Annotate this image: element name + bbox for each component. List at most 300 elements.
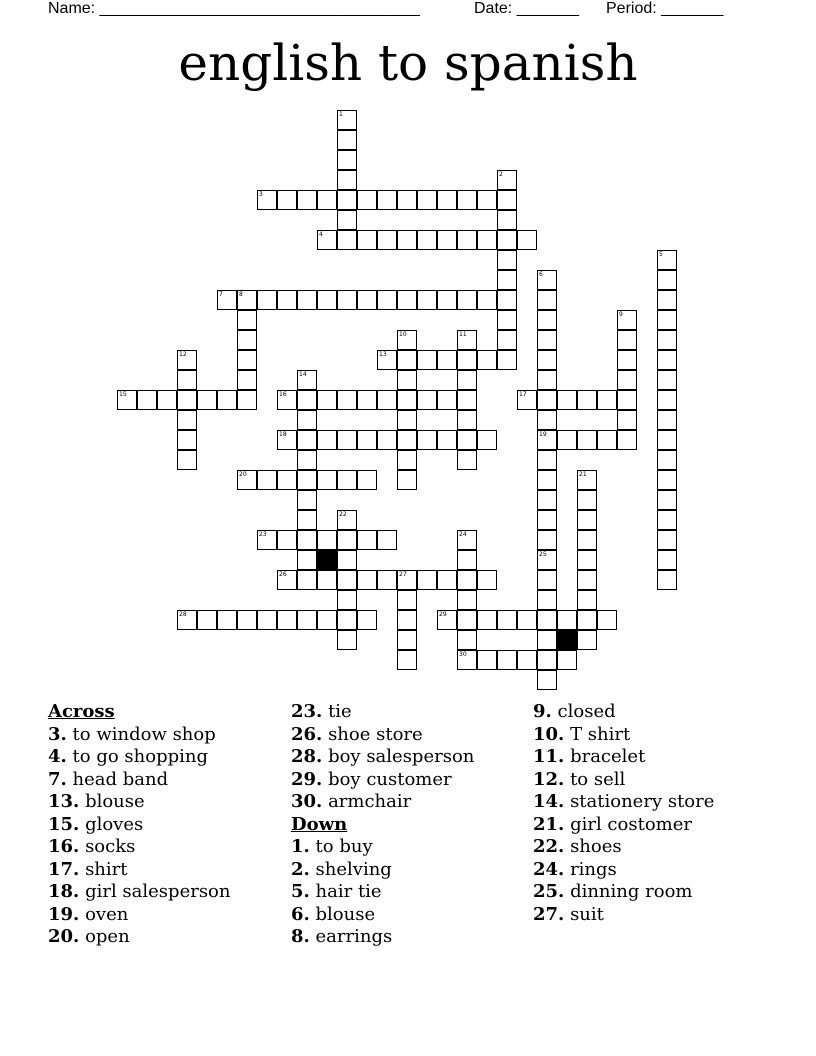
crossword-cell[interactable] — [397, 430, 417, 450]
across-clue — [48, 904, 231, 927]
crossword-cell[interactable] — [177, 410, 197, 430]
crossword-cell[interactable] — [457, 190, 477, 210]
clue-text: girl salesperson — [85, 881, 231, 902]
crossword-cell[interactable] — [577, 430, 597, 450]
crossword-cell[interactable] — [517, 650, 537, 670]
crossword-cell[interactable] — [437, 570, 457, 590]
crossword-cell[interactable] — [457, 290, 477, 310]
clue-number: 1 — [339, 111, 343, 118]
crossword-cell[interactable] — [397, 590, 417, 610]
clue-number: 7 — [219, 291, 223, 298]
clue-number: 21 — [579, 471, 587, 478]
clue-number-label: 30. — [291, 791, 323, 812]
crossword-cell[interactable] — [457, 570, 477, 590]
crossword-cell[interactable] — [537, 490, 557, 510]
clue-column-2 — [291, 701, 474, 949]
clue-text: open — [85, 926, 130, 947]
crossword-cell[interactable] — [477, 570, 497, 590]
down-clue — [533, 701, 714, 724]
crossword-cell[interactable] — [337, 290, 357, 310]
clue-number-label: 27. — [533, 903, 565, 925]
crossword-cell[interactable] — [337, 210, 357, 230]
crossword-cell[interactable] — [597, 610, 617, 630]
crossword-cell[interactable] — [317, 470, 337, 490]
crossword-cell[interactable] — [217, 610, 237, 630]
crossword-cell[interactable] — [417, 230, 437, 250]
crossword-cell[interactable] — [657, 350, 677, 370]
crossword-cell[interactable] — [397, 410, 417, 430]
crossword-cell[interactable] — [457, 550, 477, 570]
across-clue — [48, 926, 231, 949]
crossword-cell[interactable] — [317, 190, 337, 210]
crossword-cell[interactable] — [457, 230, 477, 250]
across-clue — [48, 791, 231, 814]
crossword-cell[interactable] — [657, 430, 677, 450]
crossword-cell[interactable] — [377, 290, 397, 310]
crossword-cell[interactable] — [537, 470, 557, 490]
crossword-black-cell — [557, 630, 577, 650]
down-clue — [533, 724, 714, 747]
clue-number: 12 — [179, 351, 187, 358]
clue-text: shoes — [570, 836, 622, 857]
crossword-cell[interactable] — [417, 190, 437, 210]
crossword-cell[interactable] — [437, 390, 457, 410]
period-field[interactable]: Period: _______ — [606, 0, 724, 17]
crossword-cell[interactable] — [657, 550, 677, 570]
clue-text: rings — [570, 858, 617, 880]
clue-number-label: 7. — [48, 768, 67, 790]
crossword-cell[interactable] — [357, 470, 377, 490]
crossword-cell[interactable] — [477, 610, 497, 630]
crossword-cell[interactable] — [257, 470, 277, 490]
crossword-cell[interactable] — [317, 530, 337, 550]
crossword-cell[interactable] — [337, 530, 357, 550]
clue-text: hair tie — [315, 881, 382, 902]
crossword-cell[interactable] — [477, 190, 497, 210]
crossword-cell[interactable] — [617, 330, 637, 350]
crossword-cell[interactable] — [437, 190, 457, 210]
clue-text: to buy — [315, 836, 373, 857]
crossword-cell[interactable] — [457, 370, 477, 390]
crossword-cell[interactable] — [437, 430, 457, 450]
crossword-cell[interactable] — [337, 390, 357, 410]
crossword-cell[interactable] — [337, 550, 357, 570]
crossword-cell[interactable] — [537, 590, 557, 610]
crossword-cell[interactable] — [237, 370, 257, 390]
crossword-cell[interactable] — [337, 590, 357, 610]
crossword-cell[interactable] — [317, 610, 337, 630]
down-clue — [291, 904, 474, 927]
clue-number-label: 14. — [533, 791, 565, 812]
crossword-cell[interactable] — [337, 130, 357, 150]
crossword-cell[interactable] — [357, 230, 377, 250]
clue-number: 23 — [259, 531, 267, 538]
crossword-cell[interactable] — [357, 610, 377, 630]
clue-text: shoe store — [328, 723, 423, 745]
across-clue — [48, 724, 231, 747]
clue-number: 15 — [119, 391, 127, 398]
crossword-cell[interactable] — [537, 350, 557, 370]
across-clue — [48, 769, 231, 792]
crossword-cell[interactable] — [577, 510, 597, 530]
crossword-cell[interactable] — [477, 290, 497, 310]
crossword-cell[interactable] — [237, 390, 257, 410]
crossword-cell[interactable] — [457, 410, 477, 430]
clue-number-label: 4. — [48, 746, 67, 767]
crossword-cell[interactable] — [177, 450, 197, 470]
crossword-cell[interactable] — [417, 430, 437, 450]
crossword-cell[interactable] — [657, 270, 677, 290]
crossword-cell[interactable] — [217, 390, 237, 410]
crossword-cell[interactable] — [597, 390, 617, 410]
clue-text: blouse — [315, 903, 376, 925]
crossword-cell[interactable] — [177, 390, 197, 410]
clue-number: 18 — [279, 431, 287, 438]
across-clue — [291, 701, 474, 724]
crossword-cell[interactable] — [257, 610, 277, 630]
crossword-cell[interactable] — [497, 190, 517, 210]
crossword-cell[interactable] — [577, 630, 597, 650]
crossword-cell[interactable] — [297, 490, 317, 510]
crossword-cell[interactable] — [377, 390, 397, 410]
crossword-cell[interactable] — [537, 570, 557, 590]
crossword-cell[interactable] — [397, 390, 417, 410]
clue-text: gloves — [85, 813, 144, 835]
crossword-cell[interactable] — [337, 610, 357, 630]
clue-column-1 — [48, 701, 231, 949]
crossword-cell[interactable] — [537, 390, 557, 410]
crossword-cell[interactable] — [177, 370, 197, 390]
crossword-cell[interactable] — [317, 290, 337, 310]
crossword-cell[interactable] — [317, 570, 337, 590]
page-title: english to spanish — [178, 34, 638, 92]
crossword-cell[interactable] — [397, 470, 417, 490]
crossword-cell[interactable] — [537, 290, 557, 310]
crossword-cell[interactable] — [377, 430, 397, 450]
crossword-cell[interactable] — [297, 390, 317, 410]
crossword-cell[interactable] — [577, 590, 597, 610]
clue-number: 24 — [459, 531, 467, 538]
clue-number-label: 2. — [291, 858, 310, 880]
crossword-cell[interactable] — [457, 350, 477, 370]
crossword-cell[interactable] — [477, 350, 497, 370]
crossword-cell[interactable] — [297, 190, 317, 210]
crossword-cell[interactable] — [157, 390, 177, 410]
clue-text: head band — [72, 768, 169, 790]
crossword-cell[interactable] — [657, 450, 677, 470]
crossword-cell[interactable] — [477, 650, 497, 670]
crossword-cell[interactable] — [377, 230, 397, 250]
clue-number: 19 — [539, 431, 547, 438]
crossword-cell[interactable] — [657, 390, 677, 410]
clue-number-label: 28. — [291, 746, 323, 767]
clue-column-3 — [533, 701, 714, 926]
crossword-cell[interactable] — [237, 330, 257, 350]
crossword-cell[interactable] — [397, 290, 417, 310]
crossword-cell[interactable] — [557, 650, 577, 670]
crossword-cell[interactable] — [337, 190, 357, 210]
crossword-cell[interactable] — [397, 610, 417, 630]
across-clue — [291, 791, 474, 814]
crossword-cell[interactable] — [417, 350, 437, 370]
crossword-cell[interactable] — [397, 190, 417, 210]
crossword-cell[interactable] — [517, 610, 537, 630]
crossword-cell[interactable] — [357, 570, 377, 590]
clue-number-label: 29. — [291, 768, 323, 790]
crossword-cell[interactable] — [377, 190, 397, 210]
clue-text: armchair — [328, 791, 412, 812]
crossword-cell[interactable] — [577, 530, 597, 550]
crossword-cell[interactable] — [297, 570, 317, 590]
clue-number-label: 22. — [533, 836, 565, 857]
crossword-cell[interactable] — [477, 430, 497, 450]
crossword-cell[interactable] — [277, 290, 297, 310]
crossword-cell[interactable] — [657, 570, 677, 590]
crossword-cell[interactable] — [297, 290, 317, 310]
crossword-cell[interactable] — [297, 530, 317, 550]
crossword-cell[interactable] — [657, 470, 677, 490]
clue-text: oven — [85, 903, 129, 925]
crossword-cell[interactable] — [397, 450, 417, 470]
clue-number: 17 — [519, 391, 527, 398]
crossword-cell[interactable] — [537, 670, 557, 690]
crossword-cell[interactable] — [337, 170, 357, 190]
clue-number-label: 16. — [48, 836, 80, 857]
crossword-cell[interactable] — [537, 650, 557, 670]
clue-number-label: 10. — [533, 723, 565, 745]
crossword-cell[interactable] — [497, 310, 517, 330]
crossword-cell[interactable] — [457, 390, 477, 410]
crossword-cell[interactable] — [437, 230, 457, 250]
across-clue — [48, 814, 231, 837]
down-clue — [533, 836, 714, 859]
crossword-cell[interactable] — [577, 570, 597, 590]
crossword-cell[interactable] — [497, 270, 517, 290]
crossword-cell[interactable] — [657, 490, 677, 510]
crossword-cell[interactable] — [137, 390, 157, 410]
clue-text: dinning room — [570, 881, 693, 902]
crossword-cell[interactable] — [417, 390, 437, 410]
crossword-cell[interactable] — [537, 330, 557, 350]
crossword-cell[interactable] — [457, 450, 477, 470]
crossword-cell[interactable] — [497, 650, 517, 670]
crossword-cell[interactable] — [337, 570, 357, 590]
crossword-cell[interactable] — [277, 190, 297, 210]
clue-number: 4 — [319, 231, 323, 238]
clue-text: boy salesperson — [328, 746, 475, 767]
clue-text: earrings — [315, 926, 393, 947]
clue-text: to sell — [570, 768, 626, 790]
clue-number-label: 20. — [48, 926, 80, 947]
crossword-cell[interactable] — [297, 410, 317, 430]
crossword-cell[interactable] — [357, 190, 377, 210]
crossword-cell[interactable] — [497, 610, 517, 630]
crossword-cell[interactable] — [657, 290, 677, 310]
crossword-cell[interactable] — [397, 350, 417, 370]
crossword-cell[interactable] — [537, 510, 557, 530]
clue-text: girl costomer — [570, 813, 692, 835]
crossword-cell[interactable] — [577, 390, 597, 410]
clue-number-label: 26. — [291, 723, 323, 745]
crossword-cell[interactable] — [297, 550, 317, 570]
crossword-cell[interactable] — [357, 530, 377, 550]
across-clue — [48, 746, 231, 769]
crossword-cell[interactable] — [197, 390, 217, 410]
crossword-cell[interactable] — [537, 450, 557, 470]
clue-number: 27 — [399, 571, 407, 578]
crossword-cell[interactable] — [617, 410, 637, 430]
clue-number-label: 8. — [291, 926, 310, 947]
crossword-cell[interactable] — [657, 370, 677, 390]
down-heading: Down — [291, 813, 348, 835]
clue-number: 25 — [539, 551, 547, 558]
crossword-cell[interactable] — [197, 610, 217, 630]
clue-number-label: 23. — [291, 701, 323, 722]
clue-number: 3 — [259, 191, 263, 198]
clue-number-label: 19. — [48, 903, 80, 925]
down-clue — [533, 769, 714, 792]
crossword-cell[interactable] — [337, 150, 357, 170]
clue-text: socks — [85, 836, 136, 857]
down-clue — [291, 836, 474, 859]
crossword-cell[interactable] — [357, 430, 377, 450]
student-info-header — [48, 0, 768, 20]
crossword-cell[interactable] — [337, 230, 357, 250]
clue-text: to window shop — [72, 723, 216, 745]
crossword-cell[interactable] — [337, 430, 357, 450]
crossword-cell[interactable] — [297, 430, 317, 450]
clue-text: suit — [570, 903, 604, 925]
name-field[interactable]: Name: ____________________________________ — [48, 0, 420, 17]
crossword-cell[interactable] — [657, 530, 677, 550]
across-clue — [291, 769, 474, 792]
crossword-cell[interactable] — [357, 390, 377, 410]
crossword-cell[interactable] — [657, 510, 677, 530]
crossword-cell[interactable] — [377, 570, 397, 590]
clue-number: 6 — [539, 271, 543, 278]
across-clue — [48, 836, 231, 859]
crossword-cell[interactable] — [497, 290, 517, 310]
crossword-cell[interactable] — [657, 410, 677, 430]
crossword-cell[interactable] — [297, 510, 317, 530]
crossword-cell[interactable] — [237, 310, 257, 330]
across-clue — [291, 724, 474, 747]
crossword-cell[interactable] — [537, 310, 557, 330]
crossword-cell[interactable] — [557, 430, 577, 450]
crossword-cell[interactable] — [377, 530, 397, 550]
clue-number: 14 — [299, 371, 307, 378]
clue-text: to go shopping — [72, 746, 208, 767]
crossword-cell[interactable] — [517, 230, 537, 250]
clue-text: shirt — [85, 858, 128, 880]
clue-number: 10 — [399, 331, 407, 338]
clue-number: 20 — [239, 471, 247, 478]
crossword-cell[interactable] — [337, 470, 357, 490]
clue-number-label: 3. — [48, 723, 67, 745]
crossword-cell[interactable] — [317, 430, 337, 450]
clue-number: 26 — [279, 571, 287, 578]
clue-number-label: 21. — [533, 813, 565, 835]
crossword-cell[interactable] — [277, 530, 297, 550]
crossword-cell[interactable] — [617, 350, 637, 370]
down-clue — [533, 904, 714, 927]
crossword-cell[interactable] — [417, 570, 437, 590]
crossword-cell[interactable] — [317, 390, 337, 410]
crossword-cell[interactable] — [577, 610, 597, 630]
crossword-cell[interactable] — [557, 610, 577, 630]
crossword-cell[interactable] — [537, 610, 557, 630]
crossword-cell[interactable] — [177, 430, 197, 450]
crossword-cell[interactable] — [357, 290, 377, 310]
down-clue — [533, 791, 714, 814]
clue-text: shelving — [315, 858, 392, 880]
clue-number-label: 11. — [533, 746, 565, 767]
crossword-cell[interactable] — [577, 490, 597, 510]
crossword-cell[interactable] — [437, 350, 457, 370]
crossword-cell[interactable] — [477, 230, 497, 250]
crossword-cell[interactable] — [397, 230, 417, 250]
crossword-cell[interactable] — [457, 610, 477, 630]
clue-number-label: 15. — [48, 813, 80, 835]
crossword-cell[interactable] — [577, 550, 597, 570]
crossword-cell[interactable] — [497, 330, 517, 350]
crossword-cell[interactable] — [617, 370, 637, 390]
crossword-cell[interactable] — [617, 390, 637, 410]
crossword-cell[interactable] — [397, 630, 417, 650]
crossword-cell[interactable] — [297, 470, 317, 490]
crossword-cell[interactable] — [657, 330, 677, 350]
crossword-cell[interactable] — [497, 230, 517, 250]
crossword-cell[interactable] — [457, 430, 477, 450]
crossword-cell[interactable] — [277, 470, 297, 490]
crossword-cell[interactable] — [557, 390, 577, 410]
crossword-cell[interactable] — [497, 350, 517, 370]
crossword-cell[interactable] — [537, 410, 557, 430]
crossword-cell[interactable] — [537, 530, 557, 550]
clue-number: 16 — [279, 391, 287, 398]
crossword-cell[interactable] — [297, 450, 317, 470]
down-clue — [291, 881, 474, 904]
clue-number-label: 9. — [533, 701, 552, 722]
crossword-cell[interactable] — [537, 630, 557, 650]
crossword-cell[interactable] — [397, 650, 417, 670]
crossword-cell[interactable] — [237, 350, 257, 370]
crossword-cell[interactable] — [277, 610, 297, 630]
crossword-cell[interactable] — [537, 370, 557, 390]
down-clue — [533, 881, 714, 904]
crossword-cell[interactable] — [437, 290, 457, 310]
crossword-cell[interactable] — [397, 370, 417, 390]
crossword-cell[interactable] — [337, 630, 357, 650]
crossword-cell[interactable] — [497, 210, 517, 230]
clue-number: 30 — [459, 651, 467, 658]
crossword-cell[interactable] — [457, 630, 477, 650]
crossword-cell[interactable] — [617, 430, 637, 450]
crossword-cell[interactable] — [237, 610, 257, 630]
crossword-black-cell — [317, 550, 337, 570]
clue-text: boy customer — [328, 768, 452, 790]
crossword-cell[interactable] — [497, 250, 517, 270]
crossword-cell[interactable] — [457, 590, 477, 610]
crossword-cell[interactable] — [417, 290, 437, 310]
crossword-cell[interactable] — [657, 310, 677, 330]
crossword-cell[interactable] — [597, 430, 617, 450]
crossword-cell[interactable] — [257, 290, 277, 310]
clue-number: 11 — [459, 331, 467, 338]
clue-text: bracelet — [570, 746, 646, 767]
date-field[interactable]: Date: _______ — [474, 0, 579, 17]
crossword-cell[interactable] — [297, 610, 317, 630]
